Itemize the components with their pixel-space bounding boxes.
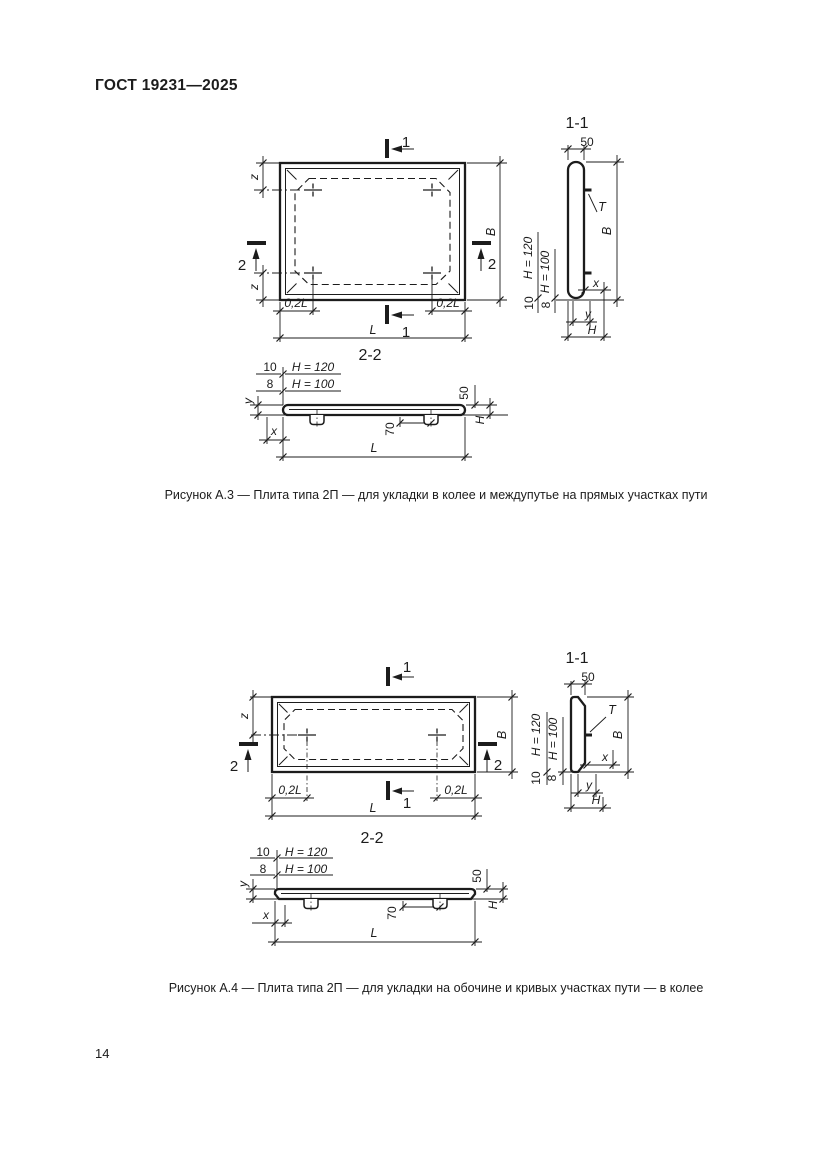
dim-label-H: H: [486, 900, 500, 910]
dim-label-B: B: [600, 226, 614, 236]
fig-a4-view-1-1: [529, 650, 634, 812]
section-1-label: 1: [401, 324, 411, 341]
section-2-label: 2: [229, 758, 239, 775]
dim-label-02L: 0,2L: [436, 296, 460, 310]
dim-label-L: L: [369, 323, 377, 337]
figure-a3-caption: Рисунок А.3 — Плита типа 2П — для укладки в колее и междупутье на прямых участках пути: [164, 488, 708, 502]
page-number: 14: [95, 1046, 110, 1061]
dim-label-10: 10: [522, 296, 536, 310]
dim-label-H120: H = 120: [529, 713, 543, 757]
standard-number: ГОСТ 19231—2025: [95, 77, 238, 94]
dim-label-8: 8: [266, 377, 274, 391]
section-2-label: 2: [237, 257, 247, 274]
figure-a4-drawing: [228, 648, 650, 950]
dim-label-70: 70: [385, 906, 399, 920]
dim-label-50: 50: [470, 869, 484, 883]
dim-label-H100: H = 100: [546, 717, 560, 761]
dim-label-z: z: [247, 284, 261, 290]
fig-a3-view-2-2: [241, 347, 508, 461]
dim-label-x: x: [593, 276, 599, 290]
dim-label-x: x: [263, 908, 269, 922]
dim-label-H: H: [473, 415, 487, 425]
dim-label-H100: H = 100: [538, 250, 552, 294]
dim-label-50: 50: [457, 386, 471, 400]
dim-label-H120: H = 120: [284, 845, 328, 859]
dim-label-B: B: [611, 730, 625, 740]
view-title-1-1: 1-1: [565, 115, 589, 132]
fig-a4-view-2-2: [236, 830, 508, 946]
dim-label-H100: H = 100: [284, 862, 328, 876]
dim-label-H: H: [587, 323, 597, 337]
dim-label-8: 8: [259, 862, 267, 876]
section-2-label: 2: [493, 757, 503, 774]
dim-label-x: x: [271, 424, 277, 438]
figure-a4-caption: Рисунок А.4 — Плита типа 2П — для укладки на обочине и кривых участках пути — в колее: [168, 981, 704, 995]
fig-a3-plan-view: [254, 163, 465, 315]
dim-label-B: B: [484, 227, 498, 237]
section-1-label: 1: [402, 795, 412, 812]
dim-label-L: L: [370, 926, 378, 940]
dim-label-L: L: [370, 441, 378, 455]
dim-label-L: L: [369, 801, 377, 815]
dim-label-H120: H = 120: [521, 236, 535, 280]
fig-a3-view-1-1: [521, 115, 624, 341]
lift-loop-label-T: Т: [608, 703, 616, 717]
dim-label-y: y: [586, 778, 592, 792]
dim-label-50: 50: [581, 670, 595, 684]
dim-label-10: 10: [529, 771, 543, 785]
dim-label-z: z: [237, 713, 251, 719]
dim-label-H120: H = 120: [291, 360, 335, 374]
dim-label-10: 10: [256, 845, 270, 859]
dim-label-y: y: [241, 398, 255, 404]
dim-label-H: H: [591, 793, 601, 807]
dim-label-x: x: [602, 750, 608, 764]
dim-label-02L: 0,2L: [444, 783, 468, 797]
dim-label-70: 70: [383, 422, 397, 436]
section-1-label: 1: [401, 134, 411, 151]
dim-label-H100: H = 100: [291, 377, 335, 391]
dim-label-B: B: [495, 730, 509, 740]
dim-label-y: y: [236, 881, 250, 887]
dim-label-10: 10: [263, 360, 277, 374]
dim-label-02L: 0,2L: [284, 296, 308, 310]
dim-label-y: y: [585, 307, 591, 321]
section-2-label: 2: [487, 256, 497, 273]
dim-label-z: z: [247, 174, 261, 180]
dim-label-02L: 0,2L: [278, 783, 302, 797]
view-title-1-1: 1-1: [565, 650, 589, 667]
dim-label-8: 8: [545, 774, 559, 782]
view-title-2-2: 2-2: [358, 347, 382, 364]
lift-loop-label-T: Т: [598, 200, 606, 214]
section-1-label: 1: [402, 659, 412, 676]
view-title-2-2: 2-2: [360, 830, 384, 847]
dim-label-8: 8: [539, 301, 553, 309]
dim-label-50: 50: [580, 135, 594, 149]
figure-a3-drawing: [230, 112, 650, 464]
